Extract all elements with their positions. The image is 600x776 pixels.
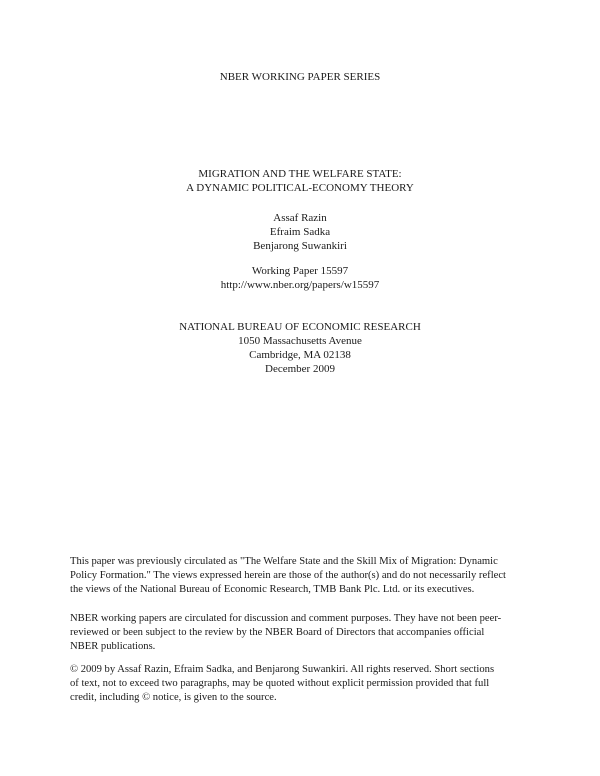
institution-block: [0, 320, 600, 376]
institution-address-street: 1050 Massachusetts Avenue: [238, 335, 362, 347]
note-line: This paper was previously circulated as "The Welfare State and the Skill Mix of Migration: Dynamic: [70, 556, 498, 567]
note-line: NBER publications.: [70, 641, 156, 652]
circulation-note: [70, 555, 536, 597]
series-label: NBER WORKING PAPER SERIES: [219, 71, 381, 83]
institution-name: NATIONAL BUREAU OF ECONOMIC RESEARCH: [179, 321, 421, 333]
note-line: reviewed or been subject to the review by the NBER Board of Directors that accompanies official: [70, 627, 485, 638]
author-name: Efraim Sadka: [269, 226, 331, 238]
note-line: the views of the National Bureau of Economic Research, TMB Bank Plc. Ltd. or its executives.: [70, 584, 475, 595]
note-line: of text, not to exceed two paragraphs, may be quoted without explicit permission provided that full: [70, 678, 490, 689]
series-heading: [0, 70, 600, 84]
paper-title: [0, 167, 600, 195]
title-line-1: MIGRATION AND THE WELFARE STATE:: [198, 168, 402, 180]
copyright-note: [70, 663, 536, 705]
working-paper-number: Working Paper 15597: [251, 265, 349, 277]
note-line: Policy Formation." The views expressed herein are those of the author(s) and do not necessarily reflect: [70, 570, 506, 581]
discussion-note: [70, 612, 536, 654]
title-line-2: A DYNAMIC POLITICAL-ECONOMY THEORY: [186, 182, 414, 194]
publication-date: December 2009: [265, 363, 335, 375]
institution-address-city: Cambridge, MA 02138: [249, 349, 351, 361]
author-list: [0, 211, 600, 253]
author-name: Assaf Razin: [273, 212, 327, 224]
note-line: credit, including © notice, is given to the source.: [70, 692, 277, 703]
working-paper-info: [0, 264, 600, 292]
working-paper-url[interactable]: http://www.nber.org/papers/w15597: [220, 279, 380, 291]
author-name: Benjarong Suwankiri: [253, 240, 347, 252]
note-line: © 2009 by Assaf Razin, Efraim Sadka, and Benjarong Suwankiri. All rights reserved. Short sections: [70, 664, 495, 675]
note-line: NBER working papers are circulated for discussion and comment purposes. They have not been peer-: [70, 613, 502, 624]
